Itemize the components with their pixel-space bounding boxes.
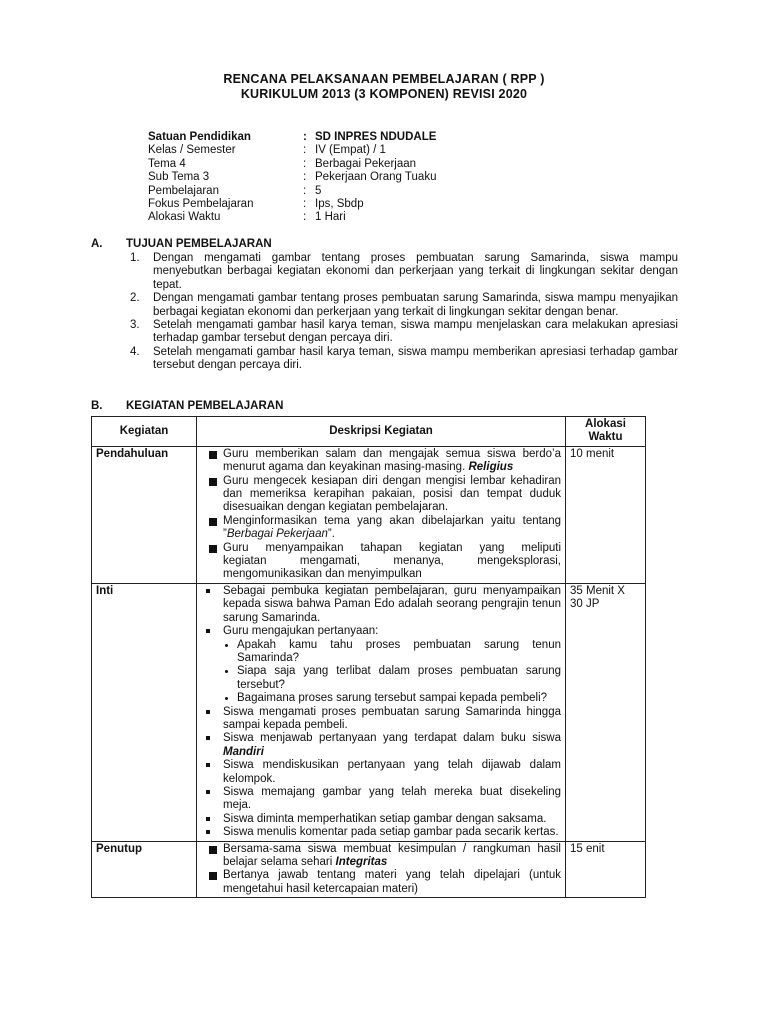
time-line: 30 JP bbox=[570, 598, 600, 611]
identity-label: Alokasi Waktu bbox=[148, 211, 221, 224]
identity-value: IV (Empat) / 1 bbox=[315, 144, 386, 157]
list-text: Siswa diminta memperhatikan setiap gambar dengan saksama. bbox=[223, 812, 547, 825]
identity-separator: : bbox=[303, 197, 307, 210]
document-title-line-2: KURIKULUM 2013 (3 KOMPONEN) REVISI 2020 bbox=[240, 87, 528, 101]
list-text: Siswa menjawab pertanyaan yang terdapat dalam buku siswa bbox=[223, 732, 561, 745]
list-text: Siapa saja yang terlibat dalam proses pembuatan sarung tersebut? bbox=[237, 665, 561, 691]
identity-separator: : bbox=[303, 144, 307, 157]
identity-separator: : bbox=[303, 171, 307, 184]
list-text: Siswa menulis komentar pada setiap gambar pada secarik kertas. bbox=[223, 826, 559, 839]
list-text: Guru memberikan salam dan mengajak semua siswa berdo’a menurut agama dan keyakinan masing-masing. bbox=[223, 447, 561, 474]
section-title: TUJUAN PEMBELAJARAN bbox=[126, 238, 272, 250]
section-letter: A. bbox=[91, 238, 103, 250]
small-square-bullet-icon bbox=[206, 817, 210, 821]
identity-separator: : bbox=[303, 131, 307, 143]
list-item bbox=[130, 252, 678, 292]
identity-value: Berbagai Pekerjaan bbox=[315, 157, 417, 170]
list-text: mengomunikasikan dan menyimpulkan bbox=[223, 568, 422, 581]
list-item bbox=[201, 843, 561, 870]
list-text: Bersama-sama siswa membuat kesimpulan / rangkuman hasil belajar selama sehari bbox=[223, 842, 561, 868]
list-text: Guru mengajukan pertanyaan: bbox=[223, 625, 379, 638]
list-item bbox=[130, 319, 678, 346]
identity-label: Satuan Pendidikan bbox=[148, 131, 251, 143]
list-item bbox=[201, 475, 561, 515]
small-square-bullet-icon bbox=[206, 710, 210, 714]
identity-separator: : bbox=[303, 211, 307, 224]
square-bullet-icon bbox=[209, 478, 217, 486]
document-title-line-1: RENCANA PELAKSANAAN PEMBELAJARAN ( RPP ) bbox=[223, 72, 545, 86]
table-row bbox=[92, 446, 646, 583]
list-text: Siswa mendiskusikan pertanyaan yang telah dijawab dalam kelompok. bbox=[223, 759, 561, 785]
list-item bbox=[201, 706, 561, 733]
list-item bbox=[201, 542, 561, 582]
theme-name: Berbagai Pekerjaan bbox=[226, 528, 328, 541]
list-text: kegiatan mengamati, menanya, mengeksplorasi, bbox=[223, 555, 561, 568]
column-header-kegiatan: Kegiatan bbox=[92, 417, 197, 447]
phase-time: 10 menit bbox=[566, 446, 646, 583]
section-title: KEGIATAN PEMBELAJARAN bbox=[126, 400, 284, 412]
identity-label: Sub Tema 3 bbox=[148, 171, 210, 184]
list-text: Menginformasikan tema yang akan dibelajarkan yaitu tentang ” bbox=[223, 514, 561, 541]
list-text: Dengan mengamati gambar tentang proses pembuatan sarung Samarinda, siswa mampu menyajikan berbagai kegiatan ekonomi dan perkerjaan yang terkait di lingkungan sekitar dengan benar. bbox=[153, 292, 678, 318]
time-line: 35 Menit X bbox=[570, 584, 625, 597]
square-bullet-icon bbox=[209, 545, 217, 553]
list-item bbox=[201, 759, 561, 786]
phase-description bbox=[197, 446, 566, 583]
phase-label: Pendahuluan bbox=[92, 446, 197, 583]
character-value: Religius bbox=[468, 461, 514, 474]
list-text: Setelah mengamati gambar hasil karya teman, siswa mampu memberikan apresiasi terhadap gambar tersebut dengan percaya diri. bbox=[153, 345, 678, 372]
dot-bullet-icon bbox=[225, 670, 228, 673]
list-item bbox=[201, 515, 561, 542]
list-item bbox=[201, 625, 561, 638]
list-text: Sebagai pembuka kegiatan pembelajaran, guru menyampaikan kepada siswa bahwa Paman Edo adalah seorang pengrajin tenun sarung Samarinda. bbox=[223, 584, 561, 624]
list-text: ”. bbox=[327, 528, 335, 541]
column-header-alokasi: Alokasi Waktu bbox=[566, 417, 646, 447]
list-text: Bertanya jawab tentang materi yang telah dipelajari (untuk mengetahui hasil ketercapaian materi) bbox=[223, 869, 561, 895]
identity-separator: : bbox=[303, 184, 307, 197]
list-number: 2. bbox=[130, 292, 140, 305]
phase-description bbox=[197, 841, 566, 898]
list-item bbox=[215, 639, 561, 666]
list-item bbox=[130, 346, 678, 373]
activities-table bbox=[91, 416, 646, 898]
identity-value: Ips, Sbdp bbox=[315, 197, 364, 210]
phase-description bbox=[197, 583, 566, 841]
list-item bbox=[201, 585, 561, 625]
phase-time bbox=[566, 583, 646, 841]
identity-separator: : bbox=[303, 157, 307, 170]
table-header-row bbox=[92, 417, 646, 447]
identity-label: Kelas / Semester bbox=[148, 144, 236, 157]
list-text: Guru menyampaikan tahapan kegiatan yang meliputi bbox=[223, 541, 561, 554]
small-square-bullet-icon bbox=[206, 763, 210, 767]
small-square-bullet-icon bbox=[206, 629, 210, 633]
list-item bbox=[201, 813, 561, 826]
list-item bbox=[215, 665, 561, 692]
identity-label: Fokus Pembelajaran bbox=[148, 197, 254, 210]
question-list bbox=[201, 639, 561, 706]
list-item bbox=[201, 826, 561, 839]
square-bullet-icon bbox=[209, 518, 217, 526]
list-text: Dengan mengamati gambar tentang proses pembuatan sarung Samarinda, siswa mampu menyebutkan berbagai kegiatan ekonomi dan perkerjaan yang terkait di lingkungan sekitar dengan tepat. bbox=[153, 252, 678, 291]
identity-value: 5 bbox=[315, 184, 322, 197]
list-text: Guru mengecek kesiapan diri dengan mengisi lembar kehadiran dan memeriksa kerapihan pakaian, posisi dan tempat duduk disesuaikan dengan kegiatan pembelajaran. bbox=[223, 474, 561, 514]
small-square-bullet-icon bbox=[206, 589, 210, 593]
small-square-bullet-icon bbox=[206, 736, 210, 740]
identity-value: 1 Hari bbox=[315, 211, 346, 224]
list-number: 4. bbox=[130, 345, 140, 358]
list-item bbox=[215, 692, 561, 705]
identity-label: Pembelajaran bbox=[148, 184, 219, 197]
small-square-bullet-icon bbox=[206, 790, 210, 794]
small-square-bullet-icon bbox=[206, 830, 210, 834]
list-text: Siswa mengamati proses pembuatan sarung Samarinda hingga sampai kepada pembeli. bbox=[223, 705, 561, 731]
list-number: 1. bbox=[130, 252, 140, 264]
list-text: Setelah mengamati gambar hasil karya teman, siswa mampu menjelaskan cara melakukan apresiasi terhadap gambar tersebut dengan percaya diri. bbox=[153, 319, 678, 345]
list-item bbox=[201, 786, 561, 813]
square-bullet-icon bbox=[209, 872, 217, 880]
square-bullet-icon bbox=[209, 846, 217, 854]
dot-bullet-icon bbox=[225, 697, 228, 700]
identity-label: Tema 4 bbox=[148, 157, 186, 170]
phase-label: Penutup bbox=[92, 841, 197, 898]
phase-label: Inti bbox=[92, 583, 197, 841]
list-number: 3. bbox=[130, 319, 140, 332]
list-item bbox=[201, 869, 561, 896]
list-text: Apakah kamu tahu proses pembuatan sarung tenun Samarinda? bbox=[237, 638, 561, 664]
table-row bbox=[92, 583, 646, 841]
phase-time: 15 enit bbox=[566, 841, 646, 898]
table-row bbox=[92, 841, 646, 898]
list-item bbox=[201, 732, 561, 759]
column-header-deskripsi: Deskripsi Kegiatan bbox=[197, 417, 566, 447]
objectives-list bbox=[130, 252, 678, 373]
character-value: Integritas bbox=[335, 856, 388, 868]
list-text: Bagaimana proses sarung tersebut sampai kepada pembeli? bbox=[237, 692, 548, 705]
identity-value: Pekerjaan Orang Tuaku bbox=[315, 171, 437, 184]
list-item bbox=[130, 292, 678, 319]
section-letter: B. bbox=[91, 400, 103, 412]
list-text: Siswa memajang gambar yang telah mereka buat disekeling meja. bbox=[223, 785, 561, 812]
square-bullet-icon bbox=[209, 451, 217, 459]
identity-value: SD INPRES NDUDALE bbox=[315, 131, 437, 143]
character-value: Mandiri bbox=[223, 745, 264, 758]
dot-bullet-icon bbox=[225, 644, 228, 647]
list-item bbox=[201, 448, 561, 475]
